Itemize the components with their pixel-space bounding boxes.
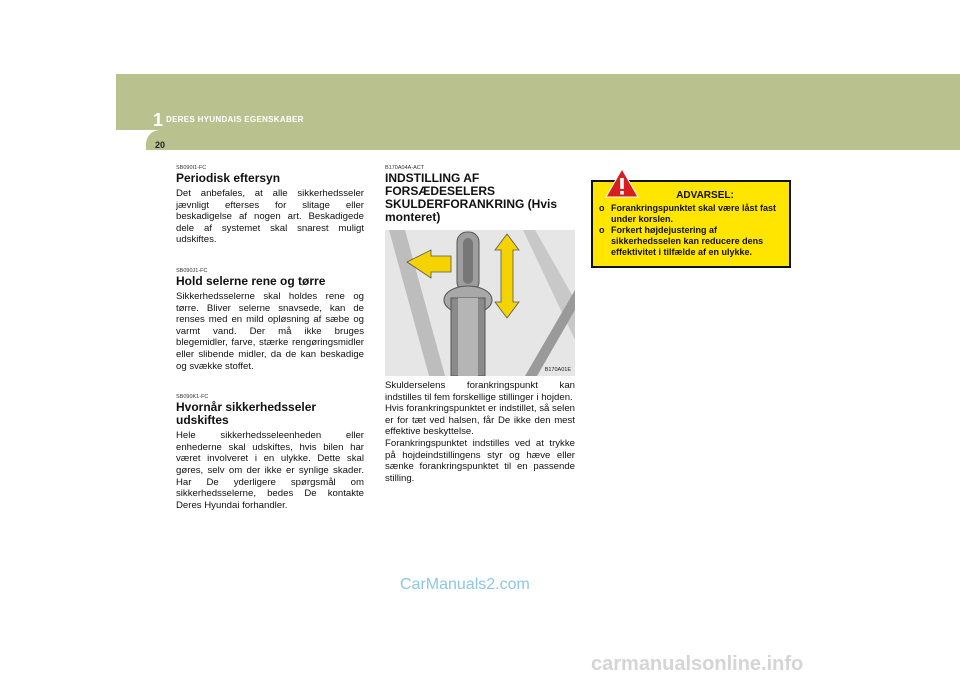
page-tab [116,130,960,150]
section-title: Periodisk eftersyn [176,171,281,185]
warning-item [599,203,783,225]
seatbelt-anchor-figure [385,230,575,376]
section-body: Hele sikkerhedsseleenheden eller enhederne skal udskiftes, hvis bilen har været involveret i en ulykke. Dette skal gøres, selv om der ikke er synlige skader. Har De yderligere spørgsmål om sikkerhedsselerne, bedes De kontakte Deres Hyundai forhandler. [176,430,364,511]
chapter-number: 1 [153,110,164,130]
section-title: Hvornår sikkerhedsseler udskiftes [176,400,317,428]
warning-title: ADVARSEL: [676,190,734,201]
section-title: INDSTILLING AF FORSÆDESELERS SKULDERFORANKRING (Hvis monteret) [385,171,558,224]
section-code: SB090J1-FC [176,267,208,274]
bullet: o [599,225,605,235]
section-periodic-check [176,165,364,246]
seatbelt-anchor-illustration [385,230,575,376]
bullet: o [599,203,605,213]
warning-item-text: Forkert højdejustering af sikkerhedsselen kan reducere dens effektivitet i tilfælde af en ulykke. [611,225,764,257]
chapter-title: DERES HYUNDAIS EGENSKABER [166,115,304,124]
chapter-header-band [116,74,960,130]
section-keep-clean [176,268,364,372]
left-column [176,165,364,533]
warning-item [599,225,783,258]
section-replace [176,394,364,511]
middle-column [385,165,575,484]
page-number: 20 [155,140,166,150]
figure-code: B170A01E [544,367,571,373]
carmanuals2-watermark: CarManuals2.com [400,576,530,593]
warning-triangle-icon [605,168,639,198]
warning-list [599,203,783,258]
section-code: B170A04A-ACT [385,165,425,171]
carmanualsonline-watermark: carmanualsonline.info [591,653,804,675]
section-body: Sikkerhedsselerne skal holdes rene og tørre. Bliver selerne snavsede, kan de renses med en mild opløsning af sæbe og varmt vand. Der må ikke bruges blegemidler, farve, stærke rengøringsmidler eller slibende midler, da de kan beskadige og svække stoffet. [176,290,364,372]
section-code: SB090I1-FC [176,165,207,171]
warning-item-text: Forankringspunktet skal være låst fast under korslen. [611,203,777,224]
section-body: Skulderselens forankringspunkt kan indstilles til fem forskellige stillinger i hojden. Hvis forankringspunktet er indstillet, så selen er for tæt ved halsen, får De ikke den mest effektive beskyttelse. Forankringspunktet indstilles ved at trykke på hojdeindstillingens styr og hæve eller sænke forankringspunktet til en passende stilling. [385,380,575,484]
section-title: Hold selerne rene og tørre [176,273,326,288]
section-code: SB090K1-FC [176,394,209,401]
section-body: Det anbefales, at alle sikkerhedsseler jævnligt efterses for slitage eller beskadigelse af nogen art. Beskadigede dele af systemet skal snarest muligt udskiftes. [176,188,364,246]
warning-box [591,180,791,268]
tab-bar [146,130,960,150]
